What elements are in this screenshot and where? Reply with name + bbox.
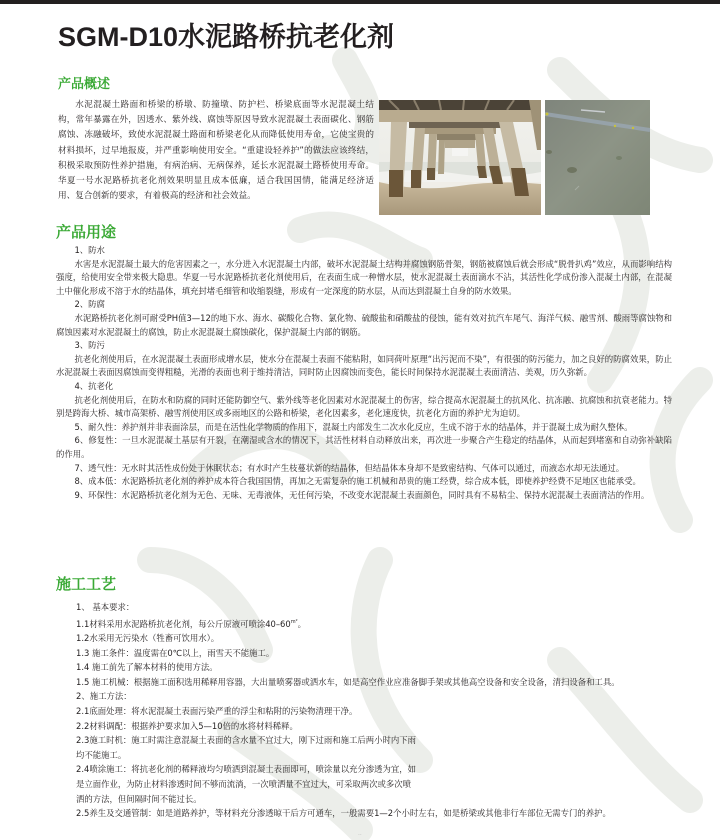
- feature-item: 5、耐久性：养护剂并非表面涂层，而是在活性化学物质的作用下，混凝土内部发生二次水化反应，生成不溶于水的结晶体，并于混凝土成为耐久整体。: [74, 421, 633, 432]
- basic-requirement: 1.4 施工前先了解本材料的使用方法。: [76, 662, 218, 673]
- use-item-title: 2、防腐: [74, 299, 105, 310]
- feature-item: 9、环保性：水泥路桥抗老化剂为无色、无味、无毒液体，无任何污染，不改变水泥混凝土表面颜色，同时具有不易粘尘、保持水泥混凝土表面清洁的作用。: [74, 489, 650, 500]
- method-step: 2.4喷涂施工：将抗老化剂的稀释液均匀喷洒到混凝土表面即可，喷涂量以充分渗透为宜，如是立面作业，为防止材料渗透时间不够而流淌，一次喷洒量不宜过大，可采取两次或多次喷洒的方法，但间隔时间不能过长。: [76, 764, 416, 804]
- section-heading-construction: 施工工艺: [56, 575, 117, 593]
- uses-list: [56, 244, 672, 502]
- section-heading-overview: 产品概述: [58, 77, 111, 92]
- use-item-text: 抗老化剂使用后，在水泥混凝土表面形成增水层，使水分在混凝土表面不能粘附，如同荷叶原理“出污泥而不染”，有很强的防污能力，加之良好的防腐效果，防止水泥混凝土表面因腐蚀而变得粗糙，光滑的表面也利于维持清洁，同时防止因腐蚀而变色，能长时间保持水泥混凝土表面清洁、美观，历久弥新。: [56, 353, 672, 378]
- method-step: 2.3施工时机：施工时需注意混凝土表面的含水量不宜过大，刚下过雨和施工后两小时内下雨均不能施工。: [76, 735, 416, 760]
- bridge-underside-photo: [379, 100, 541, 215]
- concrete-surface-photo: [545, 100, 650, 215]
- basic-requirement: 1.1材料采用水泥路桥抗老化剂，每公斤原液可喷涂$40-60^{m^2}$。: [76, 618, 306, 629]
- basic-requirement: 1.5 施工机械：根据施工面积选用稀释用容器，大出量喷雾器或洒水车，如是高空作业应准备脚手架或其他高空设备和安全设备，清扫设备和工具。: [76, 676, 620, 687]
- use-item-text: 抗老化剂使用后，在防水和防腐的同时还能防御空气、紫外线等老化因素对水泥混凝土的伤害，综合提高水泥混凝土的抗风化、抗冻融、抗腐蚀和抗衰老能力。特别是跨海大桥、城市高架桥、融雪剂使用区或多雨地区的公路和桥梁，老化因素多，老化速度快，抗老化方面的养护尤为迫切。: [56, 394, 672, 419]
- use-item-text: 水害是水泥混凝土最大的危害因素之一，水分进入水泥混凝土内部，破坏水泥混凝土结构并腐蚀钢筋骨架，钢筋被腐蚀后就会形成“脱骨扒鸡”效应，从而影响结构强度，给使用安全带来极大隐患。华夏一号水泥路桥抗老化剂使用后，在表面生成一种憎水层，使水泥混凝土表面滴水不沾，其活性化学成份渗入混凝土内部，在混凝土中催化形成不溶于水的结晶体，填充封堵毛细管和收缩裂缝，形成有一定深度的防水层，从而达到混凝土自身的防水效果。: [56, 258, 672, 296]
- section-heading-uses: 产品用途: [56, 223, 117, 241]
- method-step: 2.1底面处理：将水泥混凝土表面污染严重的浮尘和粘附的污染物清理干净。: [76, 705, 358, 716]
- construction-steps: [56, 600, 672, 821]
- basic-requirements-title: 1、 基本要求：: [76, 602, 135, 612]
- feature-item: 8、成本低：水泥路桥抗老化剂的养护成本符合我国国情，再加之无需复杂的施工机械和昂贵的施工经费，综合成本低，即使养护经费不足地区也能承受。: [74, 476, 641, 487]
- feature-item: 6、修复性：一旦水泥混凝土基层有开裂，在潮湿或含水的情况下，其活性材料自动释放出来，再次进一步聚合产生稳定的结晶体，从而起到堵塞和自动弥补缺陷的作用。: [56, 435, 672, 459]
- basic-requirement: 1.3 施工条件：温度需在0℃以上，雨雪天不能施工。: [76, 647, 275, 658]
- method-step: 2.2材料调配：根据养护要求加入5—10倍的水将材料稀释。: [76, 720, 298, 731]
- method-step: 2.5养生及交通管制：如是道路养护，等材料充分渗透晾干后方可通车，一般需要1—2个小时左右，如是桥梁或其他非行车部位无需专门的养护。: [76, 808, 611, 819]
- use-item-title: 4、抗老化: [74, 380, 114, 391]
- methods-title: 2、施工方法：: [76, 691, 132, 702]
- use-item-title: 1、防水: [74, 245, 105, 255]
- overview-paragraph: 水泥混凝土路面和桥梁的桥墩、防撞墩、防护栏、桥梁底面等水泥混凝土结构，常年暴露在外，因透水、紫外线、腐蚀等原因导致水泥混凝土表面碳化、钢筋腐蚀、冻融破坏，致使水泥混凝土路面和桥梁老化从而降低使用寿命，它使宝贵的材料损坏，过早地报废，并严重影响使用安全。“重建设轻养护”的做法应该终结，积极采取预防性养护措施，有病治病、无病保养，延长水泥混凝土路桥使用寿命。华夏一号水泥路桥抗老化剂效果明显且成本低廉，适合我国国情，能满足经济适用、复合创新的要求，有着极高的经济和社会效益。: [58, 100, 374, 202]
- use-item-text: 水泥路桥抗老化剂可耐受PH值3—12的地下水、海水、碳酸化合物、氯化物、硫酸盐和硝酸盐的侵蚀，能有效对抗汽车尾气、海洋气候、融雪剂、酸雨等腐蚀物和腐蚀因素对水泥混凝土的腐蚀，防止水泥混凝土腐蚀碳化，保护混凝土内部的钢筋。: [56, 312, 672, 337]
- page-marker: ··: [358, 832, 362, 839]
- page-title: SGM-D10水泥路桥抗老化剂: [58, 22, 395, 52]
- overview-text: [58, 98, 374, 204]
- basic-requirement: 1.2水采用无污染水（牲畜可饮用水）。: [76, 632, 220, 643]
- feature-item: 7、透气性：无水时其活性成份处于休眠状态；有水时产生枝蔓状新的结晶体，但结晶体本身却不是致密结构、气体可以通过，而液态水却无法通过。: [74, 462, 625, 473]
- use-item-title: 3、防污: [74, 340, 105, 351]
